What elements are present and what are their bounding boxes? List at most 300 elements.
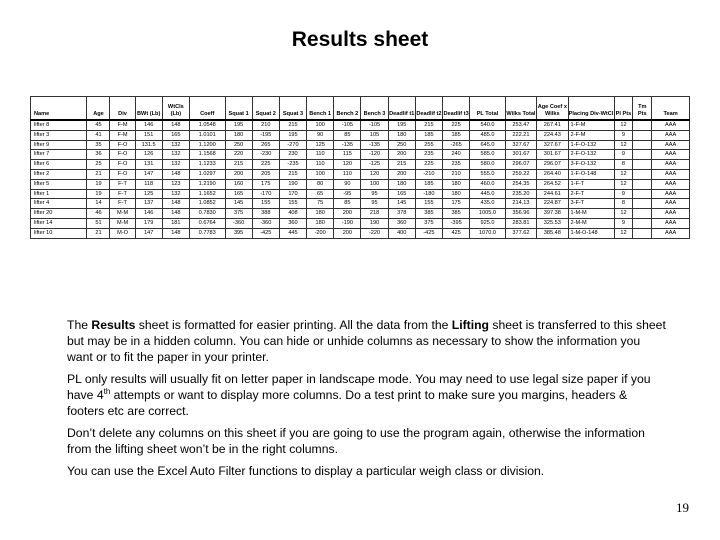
paragraph-2 bbox=[67, 371, 667, 419]
table-cell: 0.7783 bbox=[189, 228, 225, 238]
column-header: Wilks Total bbox=[505, 97, 536, 121]
column-header: WtCls (Lb) bbox=[162, 97, 189, 121]
table-row bbox=[31, 130, 690, 140]
table-cell: 1.0297 bbox=[189, 169, 225, 179]
table-cell: 12 bbox=[614, 120, 633, 130]
table-cell: -425 bbox=[415, 228, 442, 238]
table-cell: 110 bbox=[307, 160, 334, 170]
table-cell: 425 bbox=[443, 228, 470, 238]
table-cell: 185 bbox=[443, 130, 470, 140]
column-header: Bench 1 bbox=[307, 97, 334, 121]
results-table bbox=[30, 96, 690, 239]
table-cell: 75 bbox=[307, 199, 334, 209]
results-table-header bbox=[31, 97, 690, 121]
table-cell: 388 bbox=[252, 209, 279, 219]
table-cell: -180 bbox=[415, 189, 442, 199]
table-row bbox=[31, 199, 690, 209]
table-cell: 12 bbox=[614, 179, 633, 189]
table-cell: AAA bbox=[652, 209, 690, 219]
table-cell: F-O bbox=[110, 169, 135, 179]
table-cell: 51 bbox=[87, 218, 110, 228]
table-cell: 2-M-M bbox=[568, 218, 614, 228]
table-cell: lifter 2 bbox=[31, 169, 87, 179]
table-cell: 120 bbox=[361, 169, 388, 179]
table-cell: 148 bbox=[162, 120, 189, 130]
table-cell: -230 bbox=[252, 150, 279, 160]
table-cell: 1-F-O-148 bbox=[568, 169, 614, 179]
table-cell: 255 bbox=[415, 140, 442, 150]
table-cell: 645.0 bbox=[470, 140, 506, 150]
table-cell: lifter 10 bbox=[31, 228, 87, 238]
table-cell: 80 bbox=[307, 179, 334, 189]
table-cell: 1-F-O-132 bbox=[568, 140, 614, 150]
table-cell: 181 bbox=[162, 218, 189, 228]
table-cell: AAA bbox=[652, 140, 690, 150]
table-cell: -235 bbox=[279, 160, 306, 170]
table-cell: 220 bbox=[225, 150, 252, 160]
table-cell: 250 bbox=[388, 140, 415, 150]
table-cell: 19 bbox=[87, 189, 110, 199]
table-row bbox=[31, 140, 690, 150]
table-cell: 253.47 bbox=[505, 120, 536, 130]
page-title: Results sheet bbox=[291, 28, 429, 51]
paragraph-3: Don’t delete any columns on this sheet if you are going to use the program again, otherwise the information from the lifting sheet won’t be in the right columns. bbox=[67, 426, 645, 456]
table-cell: F-T bbox=[110, 179, 135, 189]
table-cell: 115 bbox=[334, 150, 361, 160]
instructions-text bbox=[67, 317, 667, 485]
table-cell: 165 bbox=[388, 189, 415, 199]
table-cell: 3-F-O-132 bbox=[568, 160, 614, 170]
table-cell: 21 bbox=[87, 169, 110, 179]
results-table-body bbox=[31, 120, 690, 238]
table-cell: 90 bbox=[334, 179, 361, 189]
table-cell: 200 bbox=[334, 209, 361, 219]
table-cell: 225 bbox=[252, 160, 279, 170]
table-cell: 435.0 bbox=[470, 199, 506, 209]
table-cell: 301.67 bbox=[505, 150, 536, 160]
table-cell: 9 bbox=[614, 130, 633, 140]
table-cell: lifter 4 bbox=[31, 199, 87, 209]
table-cell: 235.20 bbox=[505, 189, 536, 199]
page-number: 19 bbox=[676, 500, 689, 515]
table-cell: -270 bbox=[279, 140, 306, 150]
table-cell: 180 bbox=[443, 189, 470, 199]
table-row bbox=[31, 218, 690, 228]
table-cell bbox=[633, 228, 652, 238]
table-cell: 155 bbox=[279, 199, 306, 209]
table-cell: 95 bbox=[361, 199, 388, 209]
table-cell: 151 bbox=[135, 130, 162, 140]
table-row bbox=[31, 169, 690, 179]
table-cell: AAA bbox=[652, 160, 690, 170]
table-cell: 0.7830 bbox=[189, 209, 225, 219]
table-cell: 408 bbox=[279, 209, 306, 219]
table-cell: AAA bbox=[652, 228, 690, 238]
table-cell: 180 bbox=[307, 209, 334, 219]
table-cell: lifter 5 bbox=[31, 179, 87, 189]
column-header: Placing Div-WtCl bbox=[568, 97, 614, 121]
table-cell: 1005.0 bbox=[470, 209, 506, 219]
table-cell: 215 bbox=[279, 120, 306, 130]
table-cell: 95 bbox=[361, 189, 388, 199]
table-cell: 250 bbox=[225, 140, 252, 150]
table-cell: 445 bbox=[279, 228, 306, 238]
table-cell bbox=[633, 179, 652, 189]
table-cell: 85 bbox=[334, 130, 361, 140]
table-cell bbox=[633, 130, 652, 140]
table-cell: 2-F-M bbox=[568, 130, 614, 140]
table-cell: -360 bbox=[225, 218, 252, 228]
table-cell: 120 bbox=[334, 160, 361, 170]
table-cell: 132 bbox=[162, 150, 189, 160]
table-row bbox=[31, 160, 690, 170]
table-cell: 118 bbox=[135, 179, 162, 189]
table-cell: 180 bbox=[225, 130, 252, 140]
table-cell: 146 bbox=[135, 209, 162, 219]
column-header: Deadlif t3 bbox=[443, 97, 470, 121]
table-cell: 235 bbox=[415, 150, 442, 160]
table-cell: 9 bbox=[614, 218, 633, 228]
table-cell: 190 bbox=[361, 218, 388, 228]
table-cell bbox=[633, 209, 652, 219]
table-cell: 12 bbox=[614, 209, 633, 219]
table-cell: M-O bbox=[110, 228, 135, 238]
table-cell: -395 bbox=[443, 218, 470, 228]
table-cell: -200 bbox=[307, 228, 334, 238]
column-header: Squat 2 bbox=[252, 97, 279, 121]
column-header: Team bbox=[652, 97, 690, 121]
p1-text-c: sheet is formatted for easier printing. All the data from the bbox=[135, 318, 452, 332]
table-cell: -220 bbox=[361, 228, 388, 238]
column-header: Tm Pts bbox=[633, 97, 652, 121]
table-cell: -360 bbox=[252, 218, 279, 228]
p1-text-e: sheet is transferred to this sheet but may be in a hidden column. You can hide or unhide columns as necessary to show the information you want or to fit the paper in your printer. bbox=[67, 318, 666, 364]
table-cell: -105 bbox=[334, 120, 361, 130]
table-cell: 356.96 bbox=[505, 209, 536, 219]
table-cell: 301.67 bbox=[537, 150, 568, 160]
table-cell: 385 bbox=[443, 209, 470, 219]
table-cell: -95 bbox=[334, 189, 361, 199]
table-cell: lifter 1 bbox=[31, 189, 87, 199]
table-cell: 165 bbox=[162, 130, 189, 140]
table-cell: 540.0 bbox=[470, 120, 506, 130]
column-header: Coeff bbox=[189, 97, 225, 121]
table-cell: 85 bbox=[334, 199, 361, 209]
table-cell: 230 bbox=[279, 150, 306, 160]
paragraph-1 bbox=[67, 317, 667, 365]
table-cell: 360 bbox=[279, 218, 306, 228]
table-cell: 14 bbox=[87, 199, 110, 209]
table-row bbox=[31, 228, 690, 238]
table-cell: 3-F-T bbox=[568, 199, 614, 209]
table-cell: 8 bbox=[614, 199, 633, 209]
table-cell: 1.1652 bbox=[189, 189, 225, 199]
table-cell: F-O bbox=[110, 150, 135, 160]
table-cell: 145 bbox=[225, 199, 252, 209]
table-cell: 45 bbox=[87, 120, 110, 130]
column-header: Deadlif t2 bbox=[415, 97, 442, 121]
table-cell: 180 bbox=[388, 130, 415, 140]
table-cell: lifter 9 bbox=[31, 140, 87, 150]
table-cell: 123 bbox=[162, 179, 189, 189]
table-cell: 12 bbox=[614, 228, 633, 238]
table-cell: 215 bbox=[415, 120, 442, 130]
table-cell: 378 bbox=[388, 209, 415, 219]
table-cell bbox=[633, 218, 652, 228]
results-bold: Results bbox=[91, 318, 136, 332]
table-cell bbox=[633, 189, 652, 199]
table-cell: 110 bbox=[307, 150, 334, 160]
table-cell: 259.22 bbox=[505, 169, 536, 179]
table-cell bbox=[633, 169, 652, 179]
table-cell: 1-M-M bbox=[568, 209, 614, 219]
table-cell: AAA bbox=[652, 218, 690, 228]
table-cell: 1.1200 bbox=[189, 140, 225, 150]
table-cell: lifter 3 bbox=[31, 130, 87, 140]
table-cell: AAA bbox=[652, 120, 690, 130]
table-cell: 148 bbox=[162, 209, 189, 219]
table-cell: -170 bbox=[252, 189, 279, 199]
table-cell: 8 bbox=[614, 160, 633, 170]
table-cell: 41 bbox=[87, 130, 110, 140]
table-cell: 190 bbox=[279, 179, 306, 189]
table-cell: AAA bbox=[652, 179, 690, 189]
table-cell: 215 bbox=[279, 169, 306, 179]
table-cell: 264.52 bbox=[537, 179, 568, 189]
table-cell bbox=[633, 150, 652, 160]
table-cell: 327.67 bbox=[505, 140, 536, 150]
table-cell: 385.48 bbox=[537, 228, 568, 238]
column-header: Squat 3 bbox=[279, 97, 306, 121]
table-cell: 147 bbox=[135, 169, 162, 179]
table-cell: 205 bbox=[252, 169, 279, 179]
p2-text-b: attempts or want to display more columns. Do a test print to make sure you margins, headers & footers etc are correct. bbox=[67, 388, 628, 418]
table-cell: 296.07 bbox=[537, 160, 568, 170]
table-cell: 132 bbox=[162, 189, 189, 199]
table-cell: 131 bbox=[135, 160, 162, 170]
table-cell bbox=[633, 199, 652, 209]
paragraph-4: You can use the Excel Auto Filter functions to display a particular weigh class or division. bbox=[67, 464, 545, 478]
table-cell: 210 bbox=[252, 120, 279, 130]
table-cell: F-T bbox=[110, 189, 135, 199]
table-cell: AAA bbox=[652, 130, 690, 140]
column-header: BWt (Lb) bbox=[135, 97, 162, 121]
table-cell: 1.2190 bbox=[189, 179, 225, 189]
table-cell: 132 bbox=[162, 160, 189, 170]
table-cell: 224.43 bbox=[537, 130, 568, 140]
table-row bbox=[31, 209, 690, 219]
table-cell: 1.0852 bbox=[189, 199, 225, 209]
table-cell: -195 bbox=[252, 130, 279, 140]
table-cell: M-M bbox=[110, 209, 135, 219]
table-cell: 36 bbox=[87, 150, 110, 160]
table-cell: 200 bbox=[334, 228, 361, 238]
table-cell: F-O bbox=[110, 140, 135, 150]
table-cell: 385 bbox=[415, 209, 442, 219]
table-cell: 222.21 bbox=[505, 130, 536, 140]
table-cell: -135 bbox=[334, 140, 361, 150]
table-cell: 555.0 bbox=[470, 169, 506, 179]
table-cell: 1-F-T bbox=[568, 179, 614, 189]
table-cell: 170 bbox=[279, 189, 306, 199]
table-cell: 1.0101 bbox=[189, 130, 225, 140]
table-cell: 283.81 bbox=[505, 218, 536, 228]
table-cell: 1070.0 bbox=[470, 228, 506, 238]
table-cell: 296.07 bbox=[505, 160, 536, 170]
column-header: Age Coef x Wilks bbox=[537, 97, 568, 121]
column-header: Name bbox=[31, 97, 87, 121]
table-cell: 377.62 bbox=[505, 228, 536, 238]
table-cell: 375 bbox=[225, 209, 252, 219]
table-cell: 35 bbox=[87, 140, 110, 150]
table-cell: 218 bbox=[361, 209, 388, 219]
table-cell: 195 bbox=[225, 120, 252, 130]
table-cell bbox=[633, 140, 652, 150]
table-row bbox=[31, 150, 690, 160]
table-cell: 580.0 bbox=[470, 160, 506, 170]
table-cell: 25 bbox=[87, 160, 110, 170]
table-cell: 160 bbox=[225, 179, 252, 189]
table-cell: 9 bbox=[614, 150, 633, 160]
table-cell: lifter 14 bbox=[31, 218, 87, 228]
table-cell: 148 bbox=[162, 169, 189, 179]
table-cell: 210 bbox=[443, 169, 470, 179]
results-table-container bbox=[30, 96, 690, 239]
table-cell: 90 bbox=[307, 130, 334, 140]
table-cell: 185 bbox=[415, 130, 442, 140]
table-cell: 1-M-O-148 bbox=[568, 228, 614, 238]
table-cell: 327.67 bbox=[537, 140, 568, 150]
table-row bbox=[31, 179, 690, 189]
table-cell: 180 bbox=[443, 179, 470, 189]
table-cell: 200 bbox=[388, 150, 415, 160]
table-cell: 175 bbox=[252, 179, 279, 189]
table-cell: 244.61 bbox=[537, 189, 568, 199]
table-cell: 1.1568 bbox=[189, 150, 225, 160]
column-header: Pl Pts bbox=[614, 97, 633, 121]
table-cell: -210 bbox=[415, 169, 442, 179]
table-cell: 46 bbox=[87, 209, 110, 219]
table-cell: 100 bbox=[307, 120, 334, 130]
table-cell: -105 bbox=[361, 120, 388, 130]
table-cell: 148 bbox=[162, 228, 189, 238]
table-cell: -425 bbox=[252, 228, 279, 238]
table-cell: 585.0 bbox=[470, 150, 506, 160]
table-cell: F-O bbox=[110, 160, 135, 170]
table-cell: 21 bbox=[87, 228, 110, 238]
table-cell: AAA bbox=[652, 189, 690, 199]
table-cell: 395 bbox=[225, 228, 252, 238]
table-cell: 240 bbox=[443, 150, 470, 160]
table-cell: 2-F-T bbox=[568, 189, 614, 199]
table-cell: 19 bbox=[87, 179, 110, 189]
table-cell: 65 bbox=[307, 189, 334, 199]
table-cell: 215 bbox=[388, 160, 415, 170]
table-cell: lifter 8 bbox=[31, 120, 87, 130]
column-header: Div bbox=[110, 97, 135, 121]
table-cell: 125 bbox=[135, 189, 162, 199]
table-cell: 165 bbox=[225, 189, 252, 199]
table-cell: 360 bbox=[388, 218, 415, 228]
table-cell: 9 bbox=[614, 189, 633, 199]
table-cell: 264.40 bbox=[537, 169, 568, 179]
table-cell: 265 bbox=[252, 140, 279, 150]
table-cell: 225 bbox=[415, 160, 442, 170]
table-cell: 214.13 bbox=[505, 199, 536, 209]
table-cell: F-M bbox=[110, 120, 135, 130]
table-cell: -135 bbox=[361, 140, 388, 150]
table-cell: 125 bbox=[307, 140, 334, 150]
table-cell: 445.0 bbox=[470, 189, 506, 199]
column-header: Age bbox=[87, 97, 110, 121]
table-cell bbox=[633, 160, 652, 170]
table-cell: F-M bbox=[110, 130, 135, 140]
table-cell: 147 bbox=[135, 228, 162, 238]
column-header: PL Total bbox=[470, 97, 506, 121]
table-cell: 400 bbox=[388, 228, 415, 238]
table-cell: 100 bbox=[307, 169, 334, 179]
table-cell: AAA bbox=[652, 150, 690, 160]
table-cell: 254.35 bbox=[505, 179, 536, 189]
table-cell: -190 bbox=[334, 218, 361, 228]
table-cell: 485.0 bbox=[470, 130, 506, 140]
table-cell: 185 bbox=[415, 179, 442, 189]
table-cell: 137 bbox=[135, 199, 162, 209]
table-cell: 200 bbox=[388, 169, 415, 179]
table-cell: 180 bbox=[307, 218, 334, 228]
column-header: Bench 2 bbox=[334, 97, 361, 121]
table-cell: AAA bbox=[652, 199, 690, 209]
header-row bbox=[31, 97, 690, 121]
table-cell: 12 bbox=[614, 140, 633, 150]
table-cell: lifter 7 bbox=[31, 150, 87, 160]
table-cell: 225 bbox=[443, 120, 470, 130]
table-cell: 224.87 bbox=[537, 199, 568, 209]
table-cell: 12 bbox=[614, 169, 633, 179]
table-cell: 100 bbox=[361, 179, 388, 189]
table-cell: 126 bbox=[135, 150, 162, 160]
table-row bbox=[31, 120, 690, 130]
table-cell: 145 bbox=[388, 199, 415, 209]
table-cell: -125 bbox=[361, 160, 388, 170]
table-cell: F-T bbox=[110, 199, 135, 209]
table-cell: 179 bbox=[135, 218, 162, 228]
table-cell: 180 bbox=[388, 179, 415, 189]
table-cell: 397.38 bbox=[537, 209, 568, 219]
table-cell: 1.0548 bbox=[189, 120, 225, 130]
table-cell: 925.0 bbox=[470, 218, 506, 228]
table-cell: 132 bbox=[162, 140, 189, 150]
table-cell: 200 bbox=[225, 169, 252, 179]
table-cell: 325.53 bbox=[537, 218, 568, 228]
table-cell: 267.41 bbox=[537, 120, 568, 130]
table-cell: 460.0 bbox=[470, 179, 506, 189]
table-cell: lifter 6 bbox=[31, 160, 87, 170]
p2-superscript: th bbox=[103, 386, 111, 396]
table-cell: 155 bbox=[415, 199, 442, 209]
table-cell: 1-F-M bbox=[568, 120, 614, 130]
table-cell: 195 bbox=[388, 120, 415, 130]
table-cell: 148 bbox=[162, 199, 189, 209]
table-cell: M-M bbox=[110, 218, 135, 228]
table-cell: 375 bbox=[415, 218, 442, 228]
table-cell: 105 bbox=[361, 130, 388, 140]
table-cell: 0.6764 bbox=[189, 218, 225, 228]
table-cell: 175 bbox=[443, 199, 470, 209]
lifting-bold: Lifting bbox=[451, 318, 490, 332]
table-cell: 155 bbox=[252, 199, 279, 209]
table-cell: 131.5 bbox=[135, 140, 162, 150]
